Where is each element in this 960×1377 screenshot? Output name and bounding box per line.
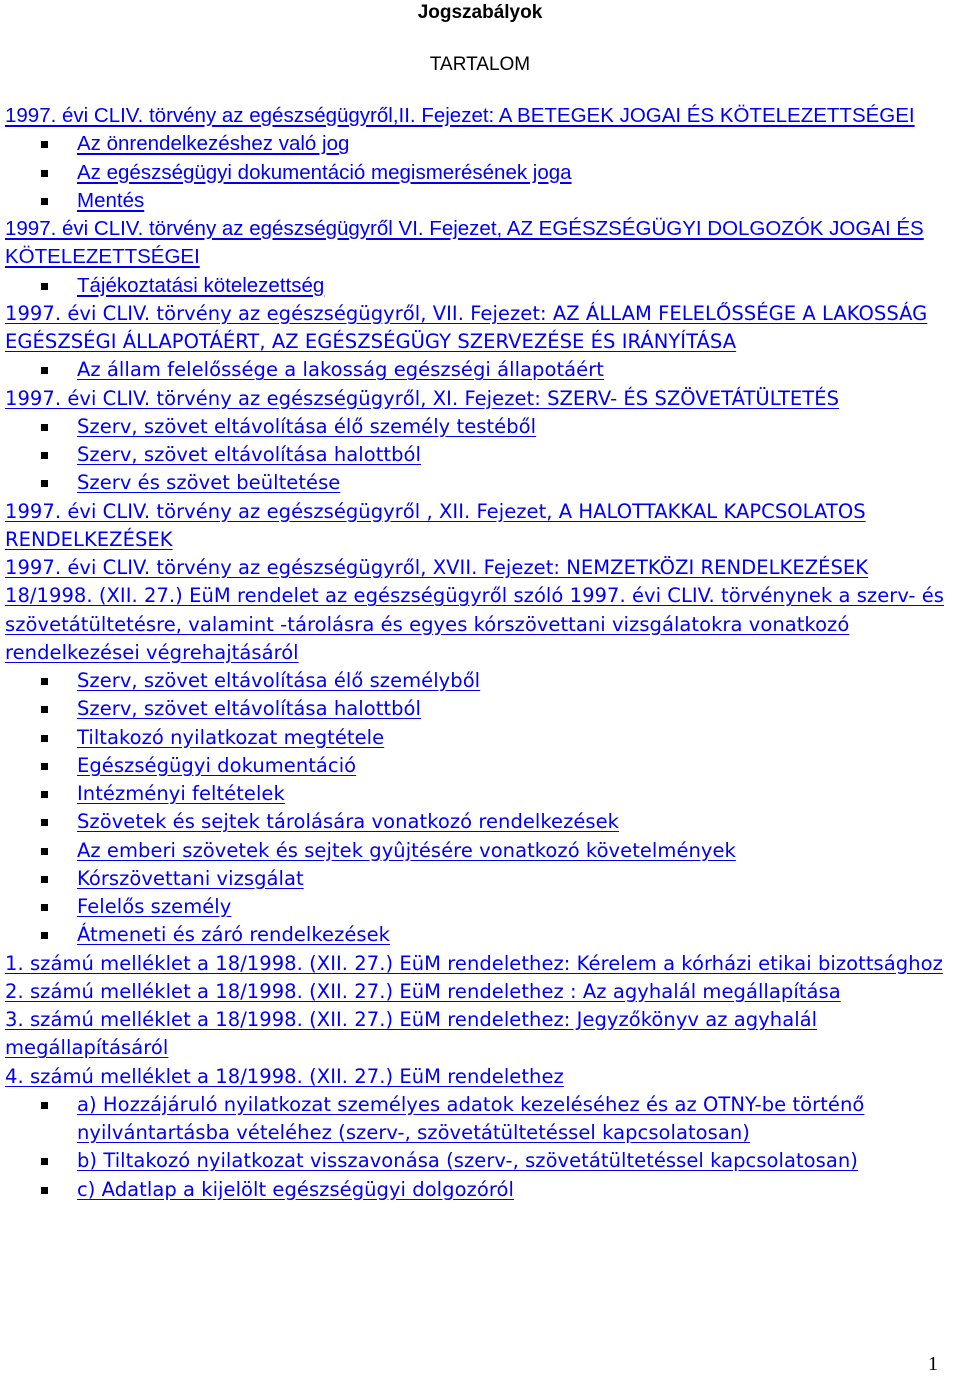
toc-link-deceased-donor-removal[interactable]: Szerv, szövet eltávolítása halottból bbox=[5, 441, 955, 469]
toc-link-chapter-2[interactable]: 1997. évi CLIV. törvény az egészségügyről,II. Fejezet: A BETEGEK JOGAI ÉS KÖTELEZETTSÉGEI bbox=[5, 104, 915, 127]
toc-link-annex-4-b[interactable]: b) Tiltakozó nyilatkozat visszavonása (szerv-, szövetátültetéssel kapcsolatosan) bbox=[5, 1147, 955, 1175]
page-title: Jogszabályok bbox=[417, 2, 543, 23]
toc-link-tissue-storage[interactable]: Szövetek és sejtek tárolására vonatkozó rendelkezések bbox=[5, 808, 955, 836]
toc-link-annex-2[interactable]: 2. számú melléklet a 18/1998. (XII. 27.) EüM rendelethez : Az agyhalál megállapítása bbox=[5, 979, 841, 1003]
toc-link-transitional-provisions[interactable]: Átmeneti és záró rendelkezések bbox=[5, 921, 955, 949]
toc-link-chapter-12[interactable]: 1997. évi CLIV. törvény az egészségügyről , XII. Fejezet, A HALOTTAKKAL KAPCSOLATOS RENDELKEZÉSEK bbox=[5, 499, 866, 551]
table-of-contents bbox=[5, 102, 955, 1204]
toc-link-annex-4[interactable]: 4. számú melléklet a 18/1998. (XII. 27.) EüM rendelethez bbox=[5, 1064, 564, 1088]
toc-link-living-donor-removal[interactable]: Szerv, szövet eltávolítása élő személy testéből bbox=[5, 413, 955, 441]
toc-link-annex-4-c[interactable]: c) Adatlap a kijelölt egészségügyi dolgozóról bbox=[5, 1176, 955, 1204]
toc-heading: TARTALOM bbox=[429, 54, 531, 75]
toc-link-decree-living-removal[interactable]: Szerv, szövet eltávolítása élő személyből bbox=[5, 667, 955, 695]
toc-link-self-determination[interactable]: Az önrendelkezéshez való jog bbox=[5, 130, 955, 158]
toc-link-annex-1[interactable]: 1. számú melléklet a 18/1998. (XII. 27.) EüM rendelethez: Kérelem a kórházi etikai bizottsághoz bbox=[5, 951, 943, 975]
toc-link-medical-documentation[interactable]: Egészségügyi dokumentáció bbox=[5, 752, 955, 780]
toc-link-exemption[interactable]: Mentés bbox=[5, 187, 955, 215]
toc-link-annex-3[interactable]: 3. számú melléklet a 18/1998. (XII. 27.) EüM rendelethez: Jegyzőkönyv az agyhalál megállapításáról bbox=[5, 1008, 818, 1060]
toc-link-histopathology[interactable]: Kórszövettani vizsgálat bbox=[5, 865, 955, 893]
toc-link-chapter-7[interactable]: 1997. évi CLIV. törvény az egészségügyről, VII. Fejezet: AZ ÁLLAM FELELŐSSÉGE A LAKOSSÁG EGÉSZSÉGI ÁLLAPOTÁÉRT, AZ EGÉSZSÉGÜGY SZERVEZÉSE ÉS IRÁNYÍTÁSA bbox=[5, 301, 928, 353]
toc-link-decree-deceased-removal[interactable]: Szerv, szövet eltávolítása halottból bbox=[5, 695, 955, 723]
toc-link-medical-records-access[interactable]: Az egészségügyi dokumentáció megismerésének joga bbox=[5, 159, 955, 187]
toc-link-decree[interactable]: 18/1998. (XII. 27.) EüM rendelet az egészségügyről szóló 1997. évi CLIV. törvénynek a szerv- és szövetátültetésre, valamint -tárolásra és egyes kórszövettani vizsgálatokra vonatkozó rendelkezései végrehajtásáról bbox=[5, 584, 944, 664]
toc-link-responsible-person[interactable]: Felelős személy bbox=[5, 893, 955, 921]
toc-link-chapter-17[interactable]: 1997. évi CLIV. törvény az egészségügyről, XVII. Fejezet: NEMZETKÖZI RENDELKEZÉSEK bbox=[5, 556, 869, 579]
toc-link-tissue-collection[interactable]: Az emberi szövetek és sejtek gyûjtésére vonatkozó követelmények bbox=[5, 837, 955, 865]
toc-link-chapter-6[interactable]: 1997. évi CLIV. törvény az egészségügyről VI. Fejezet, AZ EGÉSZSÉGÜGYI DOLGOZÓK JOGAI ÉS KÖTELEZETTSÉGEI bbox=[5, 217, 924, 269]
toc-link-institutional-conditions[interactable]: Intézményi feltételek bbox=[5, 780, 955, 808]
page-number: 1 bbox=[928, 1353, 938, 1375]
toc-link-information-duty[interactable]: Tájékoztatási kötelezettség bbox=[5, 272, 955, 300]
toc-link-chapter-11[interactable]: 1997. évi CLIV. törvény az egészségügyről, XI. Fejezet: SZERV- ÉS SZÖVETÁTÜLTETÉS bbox=[5, 386, 840, 410]
toc-link-state-responsibility[interactable]: Az állam felelőssége a lakosság egészségi állapotáért bbox=[5, 356, 955, 384]
toc-link-objection-statement[interactable]: Tiltakozó nyilatkozat megtétele bbox=[5, 724, 955, 752]
toc-link-annex-4-a[interactable]: a) Hozzájáruló nyilatkozat személyes adatok kezeléséhez és az OTNY-be történő nyilvántartásba vételéhez (szerv-, szövetátültetéssel kapcsolatosan) bbox=[5, 1091, 955, 1148]
toc-link-transplantation[interactable]: Szerv és szövet beültetése bbox=[5, 469, 955, 497]
